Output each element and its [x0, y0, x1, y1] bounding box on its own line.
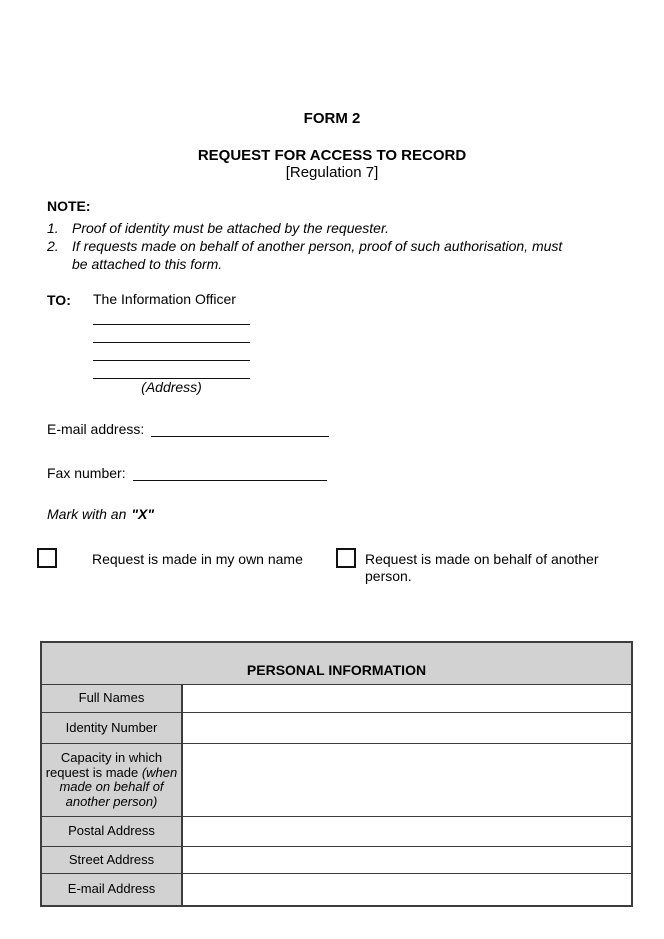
row-label: E-mail Address	[42, 874, 183, 905]
table-row-identity-number	[42, 713, 631, 744]
table-row-street-address	[42, 847, 631, 874]
row-label: Postal Address	[42, 817, 183, 846]
fax-input-line[interactable]	[133, 466, 327, 481]
address-line-input[interactable]	[93, 343, 250, 361]
note-item-number: 1.	[47, 220, 59, 236]
email-label: E-mail address:	[47, 421, 145, 437]
address-line-input[interactable]	[93, 307, 250, 325]
to-section	[47, 292, 250, 395]
fax-label: Fax number:	[47, 465, 126, 481]
recipient-name: The Information Officer	[93, 291, 236, 307]
mark-instruction	[47, 506, 154, 522]
postal-address-value-cell[interactable]	[183, 817, 631, 846]
note-item-text: Proof of identity must be attached by the requester.	[72, 220, 389, 236]
full-names-value-cell[interactable]	[183, 685, 631, 712]
note-heading: NOTE:	[47, 198, 91, 214]
email-row	[47, 421, 329, 437]
note-item	[47, 219, 587, 237]
behalf-checkbox-label: Request is made on behalf of another person.	[365, 551, 599, 584]
personal-information-header: PERSONAL INFORMATION	[42, 643, 631, 685]
capacity-label-text: Capacity in which request is made	[45, 750, 163, 780]
email-address-value-cell[interactable]	[183, 874, 631, 905]
behalf-checkbox[interactable]	[336, 548, 356, 568]
capacity-value-cell[interactable]	[183, 744, 631, 816]
fax-row	[47, 465, 327, 481]
to-label: TO:	[47, 292, 71, 308]
doc-title: REQUEST FOR ACCESS TO RECORD	[197, 147, 467, 164]
identity-number-value-cell[interactable]	[183, 713, 631, 743]
table-row-capacity	[42, 744, 631, 817]
row-label: Full Names	[42, 685, 183, 712]
table-row-email-address	[42, 874, 631, 905]
table-row-full-names	[42, 685, 631, 713]
table-row-postal-address	[42, 817, 631, 847]
note-item	[47, 237, 587, 273]
row-label	[42, 744, 183, 816]
capacity-label-note: (when made on behalf of another person)	[59, 764, 178, 809]
personal-information-table	[40, 641, 633, 907]
email-input-line[interactable]	[151, 422, 329, 437]
form-number: FORM 2	[303, 110, 361, 127]
row-label: Street Address	[42, 847, 183, 873]
street-address-value-cell[interactable]	[183, 847, 631, 873]
mark-instruction-text: Mark with an	[47, 506, 127, 522]
address-line-input[interactable]	[93, 325, 250, 343]
address-line-input[interactable]	[93, 361, 250, 379]
own-name-checkbox-label: Request is made in my own name	[92, 551, 303, 567]
own-name-checkbox[interactable]	[37, 548, 57, 568]
note-item-number: 2.	[47, 238, 59, 254]
address-caption: (Address)	[141, 379, 202, 395]
note-item-text: If requests made on behalf of another person, proof of such authorisation, must be attached to this form.	[72, 238, 563, 272]
doc-regulation: [Regulation 7]	[285, 164, 379, 181]
note-section	[47, 198, 587, 273]
mark-x-text: "X"	[131, 506, 154, 522]
to-content	[93, 292, 250, 395]
row-label: Identity Number	[42, 713, 183, 743]
